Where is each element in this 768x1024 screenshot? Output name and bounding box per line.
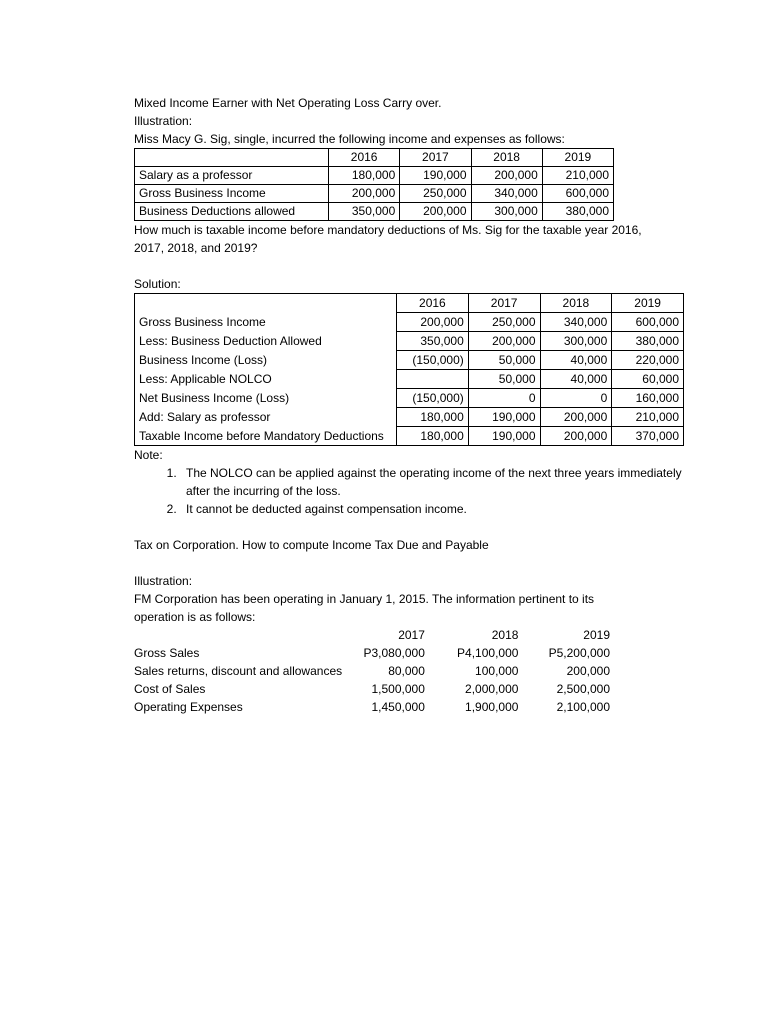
cell-value: 0 xyxy=(540,389,612,408)
cell-value: 180,000 xyxy=(397,408,469,427)
cell-value: 340,000 xyxy=(540,313,612,332)
note-label: Note: xyxy=(134,448,163,462)
cell-value: 200,000 xyxy=(540,427,612,446)
table-row xyxy=(135,167,614,185)
cell-value xyxy=(397,370,469,389)
cell-value: 200,000 xyxy=(471,167,542,185)
row-label: Gross Business Income xyxy=(135,185,329,203)
row-label: Add: Salary as professor xyxy=(135,408,397,427)
cell-value: 200,000 xyxy=(540,408,612,427)
cell-value: 1,900,000 xyxy=(465,700,519,714)
cell-value: 200,000 xyxy=(468,332,540,351)
cell-value: 210,000 xyxy=(612,408,684,427)
cell-value: P3,080,000 xyxy=(363,646,425,660)
section2-illustration-label: Illustration: xyxy=(134,574,193,588)
document-page xyxy=(134,94,694,716)
year-header: 2017 xyxy=(468,294,540,313)
cell-value: 60,000 xyxy=(612,370,684,389)
cell-value: 50,000 xyxy=(468,370,540,389)
table-row xyxy=(134,698,614,716)
year-header: 2019 xyxy=(542,149,613,167)
cell-value: 100,000 xyxy=(475,664,519,678)
table-row xyxy=(134,644,614,662)
row-label: Cost of Sales xyxy=(134,682,206,696)
cell-value: 2,500,000 xyxy=(556,682,610,696)
cell-value: 300,000 xyxy=(540,332,612,351)
table-row xyxy=(134,662,614,680)
row-label: Less: Business Deduction Allowed xyxy=(135,332,397,351)
cell-value: 80,000 xyxy=(388,664,425,678)
cell-value: (150,000) xyxy=(397,351,469,370)
cell-value: 200,000 xyxy=(400,203,471,221)
year-header: 2017 xyxy=(400,149,471,167)
section1-intro: Miss Macy G. Sig, single, incurred the following income and expenses as follows: xyxy=(134,132,565,146)
table-row xyxy=(135,203,614,221)
table-row xyxy=(135,370,684,389)
cell-value: 250,000 xyxy=(468,313,540,332)
table-row xyxy=(135,313,684,332)
cell-value: 50,000 xyxy=(468,351,540,370)
cell-value: 1,450,000 xyxy=(371,700,425,714)
cell-value: 180,000 xyxy=(397,427,469,446)
table-header-row xyxy=(134,626,614,644)
year-header: 2018 xyxy=(540,294,612,313)
year-header: 2019 xyxy=(612,294,684,313)
table-row xyxy=(135,427,684,446)
table-row xyxy=(134,680,614,698)
cell-value: 300,000 xyxy=(471,203,542,221)
cell-value: 180,000 xyxy=(329,167,400,185)
row-label: Salary as a professor xyxy=(135,167,329,185)
section1-title: Mixed Income Earner with Net Operating Loss Carry over. xyxy=(134,96,442,110)
list-item: 1. The NOLCO can be applied against the operating income of the next three years immediately after the incurring of the loss. xyxy=(180,464,694,500)
cell-value: (150,000) xyxy=(397,389,469,408)
cell-value: 190,000 xyxy=(468,427,540,446)
table-row xyxy=(135,185,614,203)
cell-value: P5,200,000 xyxy=(548,646,610,660)
year-header: 2017 xyxy=(398,628,425,642)
question-line-2: 2017, 2018, and 2019? xyxy=(134,241,258,255)
cell-value: 210,000 xyxy=(542,167,613,185)
cell-value: 190,000 xyxy=(400,167,471,185)
year-header: 2016 xyxy=(397,294,469,313)
table-row xyxy=(135,408,684,427)
table-row xyxy=(135,351,684,370)
cell-value: 600,000 xyxy=(612,313,684,332)
cell-value: 380,000 xyxy=(542,203,613,221)
cell-value: 190,000 xyxy=(468,408,540,427)
row-label: Operating Expenses xyxy=(134,700,243,714)
cell-value: 370,000 xyxy=(612,427,684,446)
year-header: 2016 xyxy=(329,149,400,167)
cell-value: 220,000 xyxy=(612,351,684,370)
table-row xyxy=(135,332,684,351)
list-item: 2. It cannot be deducted against compensation income. xyxy=(180,500,694,518)
row-label: Less: Applicable NOLCO xyxy=(135,370,397,389)
row-label: Business Deductions allowed xyxy=(135,203,329,221)
table-corner xyxy=(134,626,360,644)
table-header-row xyxy=(135,149,614,167)
row-label: Gross Sales xyxy=(134,646,200,660)
row-label: Net Business Income (Loss) xyxy=(135,389,397,408)
row-label: Sales returns, discount and allowances xyxy=(134,664,343,678)
cell-value: 350,000 xyxy=(329,203,400,221)
cell-value: 2,000,000 xyxy=(465,682,519,696)
cell-value: 250,000 xyxy=(400,185,471,203)
income-expense-table xyxy=(134,148,614,221)
cell-value: 1,500,000 xyxy=(371,682,425,696)
cell-value: 200,000 xyxy=(329,185,400,203)
corporation-table xyxy=(134,626,614,716)
section2-title: Tax on Corporation. How to compute Income Tax Due and Payable xyxy=(134,538,489,552)
cell-value: 160,000 xyxy=(612,389,684,408)
cell-value: 200,000 xyxy=(397,313,469,332)
solution-label: Solution: xyxy=(134,277,181,291)
row-label: Gross Business Income xyxy=(135,313,397,332)
cell-value: 40,000 xyxy=(540,370,612,389)
cell-value: P4,100,000 xyxy=(457,646,519,660)
cell-value: 350,000 xyxy=(397,332,469,351)
question-line-1: How much is taxable income before mandatory deductions of Ms. Sig for the taxable year 2016, xyxy=(134,223,642,237)
year-header: 2018 xyxy=(471,149,542,167)
cell-value: 40,000 xyxy=(540,351,612,370)
year-header: 2018 xyxy=(491,628,519,642)
cell-value: 600,000 xyxy=(542,185,613,203)
solution-table xyxy=(134,293,684,446)
cell-value: 340,000 xyxy=(471,185,542,203)
row-label: Taxable Income before Mandatory Deductions xyxy=(135,427,397,446)
section2-intro-line-1: FM Corporation has been operating in January 1, 2015. The information pertinent to its xyxy=(134,592,595,606)
cell-value: 2,100,000 xyxy=(556,700,610,714)
table-row xyxy=(135,389,684,408)
row-label: Business Income (Loss) xyxy=(135,351,397,370)
year-header: 2019 xyxy=(583,628,610,642)
cell-value: 200,000 xyxy=(566,664,610,678)
section2-intro-line-2: operation is as follows: xyxy=(134,610,256,624)
cell-value: 380,000 xyxy=(612,332,684,351)
table-header-row xyxy=(135,294,684,313)
section1-illustration-label: Illustration: xyxy=(134,114,193,128)
notes-list xyxy=(134,464,694,518)
table-corner xyxy=(135,294,397,313)
cell-value: 0 xyxy=(468,389,540,408)
table-corner xyxy=(135,149,329,167)
